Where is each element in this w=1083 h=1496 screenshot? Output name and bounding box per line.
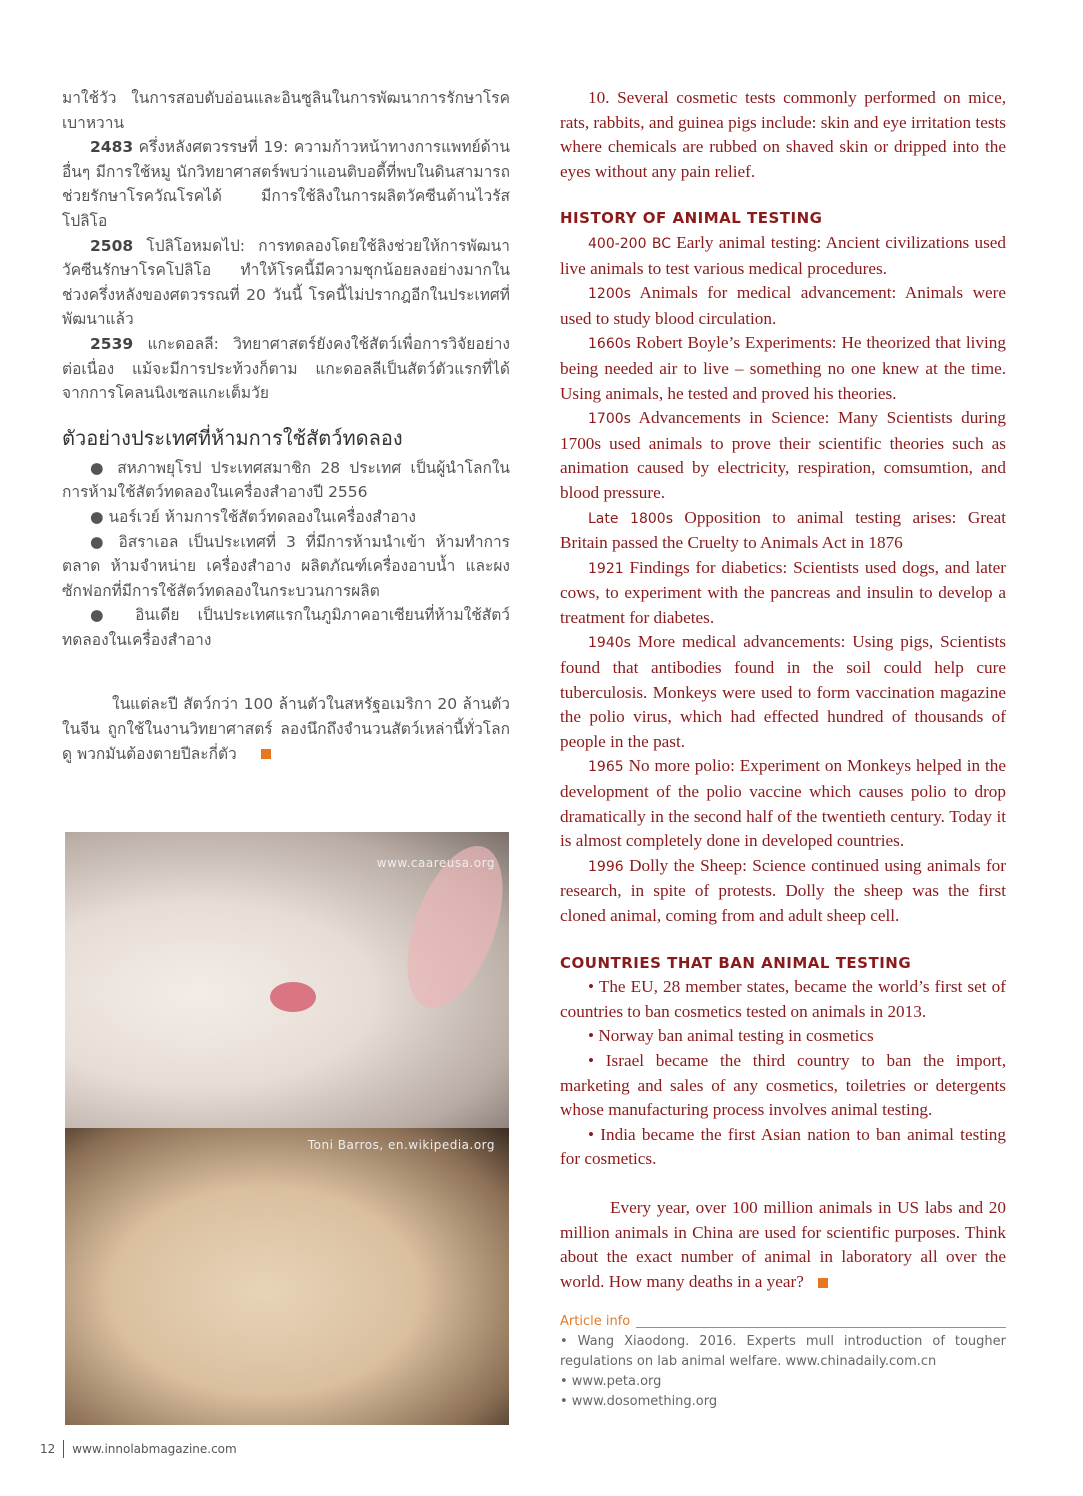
ban-item: • India became the first Asian nation to ban animal testing for cosmetics. (560, 1124, 1006, 1169)
timeline-entry: 2483 ครึ่งหลังศตวรรษที่ 19: ความก้าวหน้าทางการแพทย์ด้านอื่นๆ มีการใช้หมู นักวิทยาศาสตร์พบว่าแอนติบอดี้ที่พบในดินสามารถช่วยรักษาโรควัณโรคได้ มีการใช้ลิงในการผลิตวัคซีนต้านไวรัสโปลิโอ (62, 138, 510, 230)
article-info-heading: Article info (560, 1314, 631, 1329)
history-entry: 1660s Robert Boyle’s Experiments: He theorized that living being needed air to live – something no one knew at the time. Using animals, he tested and proved his theories. (560, 333, 1006, 403)
ban-item: • The EU, 28 member states, became the world’s first set of countries to ban cosmetics tested on animals in 2013. (560, 977, 1006, 1021)
rabbit-photo-credit: www.caareusa.org (376, 856, 495, 870)
history-entry: 1965 No more polio: Experiment on Monkeys helped in the development of the polio vaccine which causes polio to drop dramatically in the second half of the twentieth century. Today it is almost completely done in developed countries. (560, 756, 1006, 851)
history-entry: 400-200 BC Early animal testing: Ancient civilizations used live animals to test various medical procedures. (560, 232, 1006, 278)
closing-thai: ในแต่ละปี สัตว์กว่า 100 ล้านตัวในสหรัฐอเมริกา 20 ล้านตัวในจีน ถูกใช้ในงานวิทยาศาสตร์ ลองนึกถึงจำนวนสัตว์เหล่านี้ทั่วโลกดู พวกมันต้องตายปีละกี่ตัว (62, 695, 510, 763)
intro-text: มาใช้วัว ในการสอบตับอ่อนและอินซูลินในการพัฒนาการรักษาโรคเบาหวาน (62, 89, 510, 132)
page-number: 12 (40, 1442, 56, 1456)
point-10: 10. Several cosmetic tests commonly performed on mice, rats, rabbits, and guinea pigs include: skin and eye irritation tests where chemicals are rubbed on shaved skin or dripped into the eyes without any pain relief. (560, 88, 1006, 181)
ban-item: ● อิสราเอล เป็นประเทศที่ 3 ที่มีการห้ามนำเข้า ห้ามทำการตลาด ห้ามจำหน่าย เครื่องสำอาง ผลิตภัณฑ์เครื่องอาบน้ำ และผงซักฟอกที่มีการใช้สัตว์ทดลองในกระบวนการผลิต (62, 532, 511, 600)
thai-column (62, 86, 510, 766)
end-mark-icon (818, 1278, 828, 1288)
history-entry: 1200s Animals for medical advancement: Animals were used to study blood circulation. (560, 283, 1006, 328)
ban-heading-thai: ตัวอย่างประเทศที่ห้ามการใช้สัตว์ทดลอง (62, 425, 403, 450)
footer-url[interactable]: www.innolabmagazine.com (72, 1442, 237, 1456)
sheep-photo-credit: Toni Barros, en.wikipedia.org (307, 1138, 495, 1152)
page-footer (40, 1440, 237, 1458)
history-entry: 1940s More medical advancements: Using pigs, Scientists found that antibodies found in the soil could help cure tuberculosis. Monkeys were used to form vaccination magazine the polio virus, which had effected hundred of thousands of people in the past. (560, 632, 1006, 751)
reference: • Wang Xiaodong. 2016. Experts mull introduction of tougher regulations on lab animal welfare. www.chinadaily.com.cn (560, 1334, 1006, 1369)
ban-item: ● นอร์เวย์ ห้ามการใช้สัตว์ทดลองในเครื่องสำอาง (90, 507, 417, 526)
history-heading: HISTORY OF ANIMAL TESTING (560, 209, 823, 228)
reference[interactable]: • www.dosomething.org (560, 1394, 718, 1409)
history-entry: 1996 Dolly the Sheep: Science continued using animals for research, in spite of protests. Dolly the sheep was the first cloned animal, coming from and adult sheep cell. (560, 855, 1006, 925)
ban-item: • Norway ban animal testing in cosmetics (588, 1026, 874, 1046)
history-entry: 1700s Advancements in Science: Many Scientists during 1700s used animals to prove their scientific theories such as animation caused by electricity, respiration, comsumtion, and blood pressure. (560, 408, 1006, 502)
reference[interactable]: • www.peta.org (560, 1374, 662, 1389)
closing-english: Every year, over 100 million animals in US labs and 20 million animals in China are used for scientific purposes. Think about the exact number of animal in laboratory all over the world. How many deaths in a year? (560, 1197, 1006, 1291)
end-mark-icon (261, 749, 271, 759)
timeline-entry: 2539 แกะดอลลี: วิทยาศาสตร์ยังคงใช้สัตว์เพื่อการวิจัยอย่างต่อเนื่อง แม้จะมีการประท้วงก็ตาม แกะดอลลีเป็นสัตว์ตัวแรกที่ได้จากการโคลนนิงเซลแกะเต็มวัย (62, 334, 510, 403)
divider (63, 1440, 64, 1458)
ban-heading: COUNTRIES THAT BAN ANIMAL TESTING (560, 953, 912, 972)
timeline-entry: 2508 โปลิโอหมดไป: การทดลองโดยใช้ลิงช่วยให้การพัฒนาวัคซีนรักษาโรคโปลิโอ ทำให้โรคนี้มีความชุกน้อยลงอย่างมากในช่วงครึ่งหลังของศตวรรณที่ 20 วันนี้ โรคนี้ไม่ปรากฎอีกในประเทศที่พัฒนาแล้ว (62, 236, 510, 329)
ban-item: ● สหภาพยุโรป ประเทศสมาชิก 28 ประเทศ เป็นผู้นำโลกในการห้ามใช้สัตว์ทดลองในเครื่องสำอางปี 2556 (62, 458, 511, 502)
ban-item: ● อินเดีย เป็นประเทศแรกในภูมิภาคอาเซียนที่ห้ามใช้สัตว์ทดลองในเครื่องสำอาง (62, 606, 511, 649)
history-entry: Late 1800s Opposition to animal testing arises: Great Britain passed the Cruelty to Animals Act in 1876 (560, 507, 1006, 553)
article-info (560, 1312, 1006, 1412)
english-column (560, 86, 1006, 1294)
ban-item: • Israel became the third country to ban the import, marketing and sales of any cosmetics, toiletries or detergents whose manufacturing process involves animal testing. (560, 1050, 1006, 1120)
rabbit-photo (65, 832, 509, 1128)
history-entry: 1921 Findings for diabetics: Scientists used dogs, and later cows, to experiment with the pancreas and insulin to develop a treatment for diabetes. (560, 557, 1006, 627)
divider (636, 1327, 1006, 1328)
sheep-photo (65, 1128, 509, 1425)
